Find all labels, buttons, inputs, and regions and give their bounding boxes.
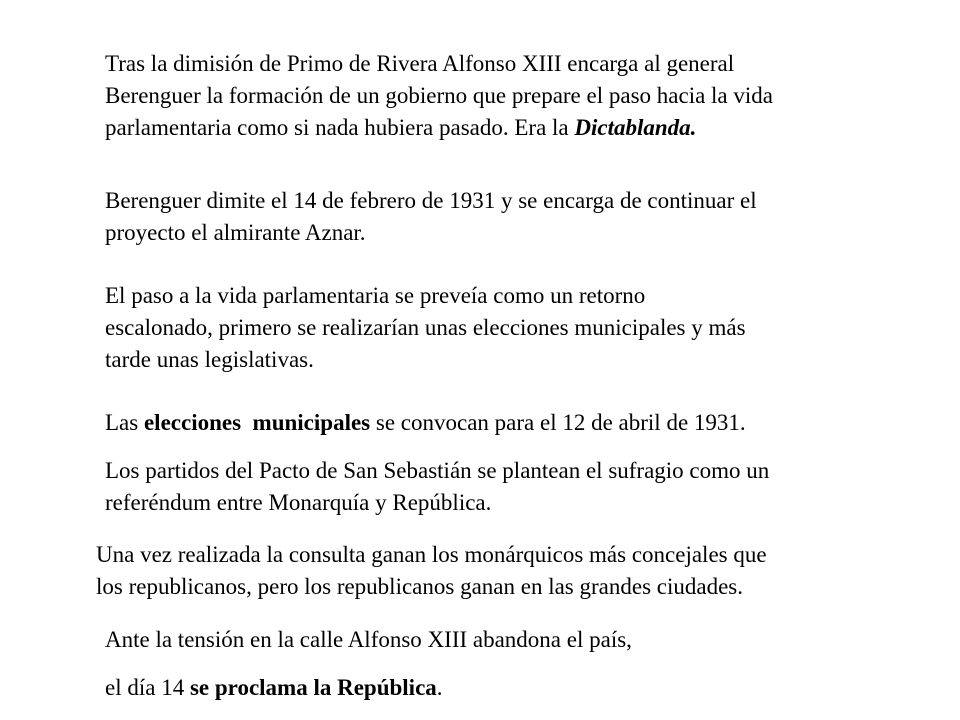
text-line: tarde unas legislativas. (105, 347, 314, 372)
bold-proclama-republica: se proclama la República (189, 675, 437, 700)
text-line (105, 672, 905, 704)
text-segment: el día 14 (105, 675, 190, 700)
text-segment: . (436, 675, 443, 700)
bold-elecciones: elecciones (143, 410, 242, 435)
text-line: los republicanos, pero los republicanos ganan en las grandes ciudades. (96, 574, 743, 599)
paragraph-dictablanda (105, 48, 905, 144)
text-line: proyecto el almirante Aznar. (105, 220, 366, 245)
paragraph-resultado-consulta (96, 539, 916, 603)
text-segment: Las (105, 410, 144, 435)
text-line: Ante la tensión en la calle Alfonso XIII abandona el país, (105, 627, 632, 652)
text-line: Tras la dimisión de Primo de Rivera Alfonso XIII encarga al general (105, 51, 735, 76)
paragraph-pacto-san-sebastian (105, 455, 905, 519)
paragraph-proclamacion (105, 672, 905, 704)
text-line (105, 112, 905, 144)
text-line: Berenguer la formación de un gobierno que prepare el paso hacia la vida (105, 83, 773, 108)
paragraph-elecciones-municipales (105, 407, 905, 439)
bold-municipales: municipales (252, 410, 371, 435)
text-line: Los partidos del Pacto de San Sebastián se plantean el sufragio como un (105, 458, 770, 483)
paragraph-retorno-escalonado (105, 280, 905, 376)
emphasis-dictablanda: Dictablanda. (574, 115, 697, 140)
text-segment: parlamentaria como si nada hubiera pasado. Era la (105, 115, 575, 140)
text-line: escalonado, primero se realizarían unas elecciones municipales y más (105, 315, 746, 340)
text-line: referéndum entre Monarquía y República. (105, 490, 492, 515)
text-space (241, 410, 253, 435)
paragraph-tension-calle (105, 624, 905, 656)
text-line: El paso a la vida parlamentaria se preveía como un retorno (105, 283, 646, 308)
text-line: Berenguer dimite el 14 de febrero de 1931 y se encarga de continuar el (105, 188, 757, 213)
text-line (105, 407, 905, 439)
paragraph-berenguer-dimite (105, 185, 905, 249)
text-segment: se convocan para el 12 de abril de 1931. (370, 410, 746, 435)
text-line: Una vez realizada la consulta ganan los monárquicos más concejales que (96, 542, 767, 567)
